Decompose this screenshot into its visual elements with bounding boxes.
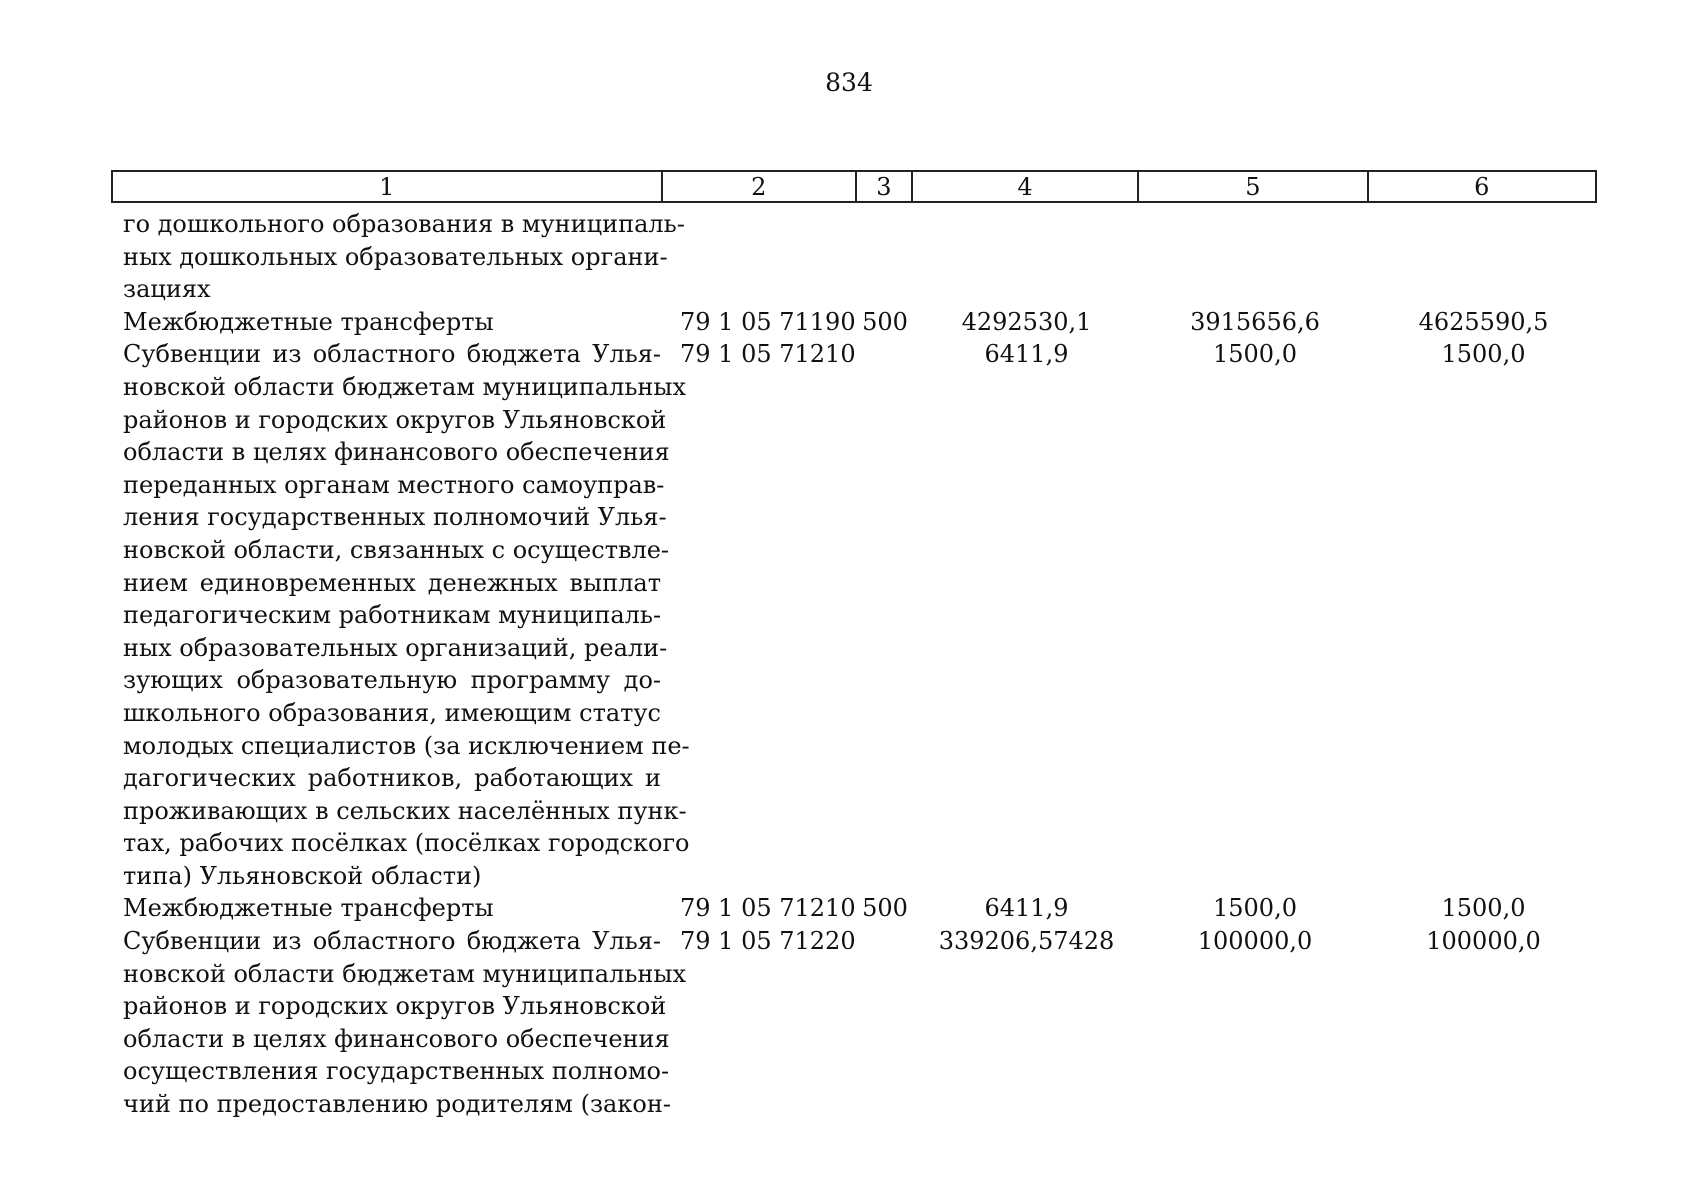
row-description: [111, 925, 687, 1121]
amount-col-6: 1500,0: [1441, 894, 1526, 923]
amount-col-5: 100000,0: [1197, 927, 1313, 956]
description-line: области в целях финансового обеспечения: [123, 438, 670, 467]
description-line: Субвенции из областного бюджета Улья-: [123, 340, 661, 369]
amount-col-5: 1500,0: [1213, 340, 1297, 369]
row-description: [111, 338, 690, 892]
table-row: [111, 892, 1597, 925]
expense-type-code: 500: [862, 307, 908, 336]
description-line: типа) Ульяновской области): [123, 861, 482, 890]
target-article-code: 79 1 05 71210: [680, 340, 856, 369]
row-description: [111, 208, 685, 306]
description-line: ных дошкольных образовательных органи-: [123, 242, 668, 271]
description-line: ных образовательных организаций, реали-: [123, 633, 668, 662]
row-description: [111, 892, 662, 925]
description-line: Межбюджетные трансферты: [123, 894, 494, 923]
description-line: тах, рабочих посёлках (посёлках городского: [123, 829, 690, 858]
description-line: проживающих в сельских населённых пунк-: [123, 796, 687, 825]
amount-col-5: 3915656,6: [1190, 307, 1320, 336]
amount-col-4: 6411,9: [984, 340, 1069, 369]
description-text: [123, 338, 690, 892]
target-article-code: 79 1 05 71220: [680, 927, 856, 956]
description-text: [123, 892, 661, 925]
description-text: [123, 925, 687, 1121]
description-line: области в целях финансового обеспечения: [123, 1024, 670, 1053]
amount-col-5: 1500,0: [1213, 894, 1297, 923]
description-line: районов и городских округов Ульяновской: [123, 992, 667, 1021]
description-line: районов и городских округов Ульяновской: [123, 405, 667, 434]
amount-col-6: 4625590,5: [1418, 307, 1549, 336]
description-line: ления государственных полномочий Улья-: [123, 503, 667, 532]
description-line: Субвенции из областного бюджета Улья-: [123, 927, 661, 956]
expense-type-code: 500: [862, 894, 908, 923]
description-line: чий по предоставлению родителям (закон-: [123, 1090, 671, 1119]
amount-col-4: 339206,57428: [938, 927, 1115, 956]
description-line: новской области бюджетам муниципальных: [123, 959, 687, 988]
header-col-6: 6: [1474, 173, 1490, 201]
table-body: [111, 208, 1597, 1121]
description-text: [123, 306, 661, 339]
page-number: 834: [825, 68, 873, 97]
target-article-code: 79 1 05 71190: [680, 307, 856, 336]
description-line: нием единовременных денежных выплат: [123, 568, 661, 597]
description-line: зующих образовательную программу до-: [123, 666, 661, 695]
amount-col-4: 4292530,1: [961, 307, 1092, 336]
table-row: [111, 208, 1597, 306]
table-row: [111, 306, 1597, 339]
header-col-1: 1: [113, 172, 663, 201]
description-line: Межбюджетные трансферты: [123, 307, 494, 336]
description-line: осуществления государственных полномо-: [123, 1057, 670, 1086]
description-line: переданных органам местного самоуправ-: [123, 470, 665, 499]
table-row: [111, 925, 1597, 1121]
description-line: зациях: [123, 275, 211, 304]
description-line: го дошкольного образования в муниципаль-: [123, 210, 685, 238]
description-line: дагогических работников, работающих и: [123, 764, 661, 793]
description-line: новской области, связанных с осуществле-: [123, 535, 670, 564]
header-col-5: 5: [1139, 172, 1368, 201]
amount-col-4: 6411,9: [984, 894, 1069, 923]
amount-col-6: 100000,0: [1426, 927, 1541, 956]
header-col-2: 2: [663, 172, 857, 201]
header-col-4: 4: [913, 172, 1139, 201]
description-line: новской области бюджетам муниципальных: [123, 372, 687, 401]
description-text: [123, 208, 685, 306]
table-row: [111, 338, 1597, 892]
description-line: молодых специалистов (за исключением пе-: [123, 731, 690, 760]
amount-col-6: 1500,0: [1441, 340, 1526, 369]
target-article-code: 79 1 05 71210: [680, 894, 856, 923]
row-description: [111, 306, 662, 339]
table-header: [111, 170, 1597, 203]
description-line: школьного образования, имеющим статус: [123, 698, 661, 727]
header-col-3: 3: [857, 172, 913, 201]
description-line: педагогическим работникам муниципаль-: [123, 601, 662, 630]
